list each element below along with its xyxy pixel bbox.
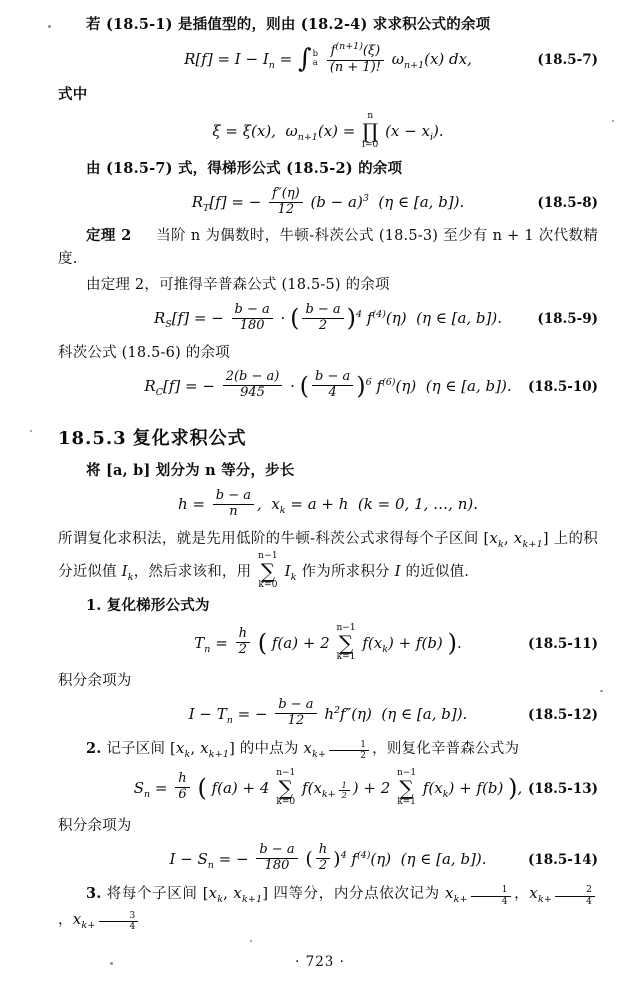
equation-18-5-9 [58, 301, 598, 335]
paragraph-trapezoid-remainder [58, 158, 598, 180]
paragraph-remainder-1-text: 积分余项为 [58, 672, 132, 689]
paragraph-simpson-remainder-text: 由定理 2，可推得辛普森公式 (18.5-5) 的余项 [86, 277, 390, 294]
paragraph-simpson-remainder [58, 274, 598, 296]
equation-omega-def-expr: ξ = ξ(x), $\omega_{n+1}(x)$ = n ∏ i=0 $(x - x_i)$. [212, 111, 444, 151]
equation-18-5-11-expr: $T_n$ = $\frac{h}{2}$ ( f(a) + 2 n−1 ∑ k=1 $f(x_k) + f(b)$ ). [194, 622, 462, 662]
paragraph-item-2: 2. 记子区间 [$x_k$, $x_{k+1}$] 的中点为 $x_{k+}$ $\frac{1}{2}$ ，则复化辛普森公式为 [86, 738, 520, 762]
equation-tag-18-5-11: (18.5-11) [527, 635, 598, 652]
paragraph-intro [58, 14, 598, 36]
theorem-2-text: 当阶 n 为偶数时，牛顿-科茨公式 (18.5-3) 至少有 n + 1 次代数精度. [58, 228, 599, 267]
equation-18-5-13 [58, 767, 598, 808]
paragraph-item-1-text: 1. 复化梯形公式为 [86, 597, 210, 615]
paragraph-cotes-remainder-text: 科茨公式 (18.5-6) 的余项 [58, 344, 230, 361]
equation-18-5-9-expr: $R_S[f]$ = − $\frac{b - a}{180}$ · ( $\frac{b - a}{2}$ )$^4$ $f^{(4)}(\eta)$ (η ∈ [a, b]). [153, 301, 503, 333]
equation-tag-18-5-12: (18.5-12) [527, 706, 598, 723]
equation-18-5-14 [58, 844, 598, 875]
equation-18-5-12-expr: $I - T_n$ = − $\frac{b - a}{12}$ $h^2f''(\eta)$ (η ∈ [a, b]). [188, 697, 468, 729]
equation-18-5-13-expr: $S_n$ = $\frac{h}{6}$ ( f(a) + 4 n−1 ∑ k=0 $f(x_{k+}$ $\frac{1}{2}$ ) + 2 n−1 ∑ k=1 $f(x_k) + f(b)$ ), [133, 767, 523, 807]
equation-step-size-expr: h = $\frac{b - a}{n}$ , $x_k = a + h$ (k = 0, 1, …, n). [178, 487, 478, 519]
theorem-2-label: 定理 2 [86, 227, 132, 245]
paragraph-cotes-remainder [58, 342, 598, 364]
paragraph-theorem-2 [58, 225, 598, 270]
paragraph-item-1 [58, 595, 598, 617]
paragraph-trapezoid-remainder-text: 由 (18.5-7) 式，得梯形公式 (18.5-2) 的余项 [86, 160, 403, 178]
paragraph-partition [58, 460, 598, 482]
equation-step-size [58, 487, 598, 521]
paragraph-remainder-2 [58, 815, 598, 837]
equation-18-5-11 [58, 622, 598, 663]
equation-omega-def [58, 113, 598, 151]
equation-18-5-7-expr: $R[f] = I - I_n = \int b$ a $\frac{f^{(n+1)}(\xi)}{(n + 1)!}$ $\omega_{n+1}(x)$ dx, [184, 41, 472, 75]
section-heading [58, 424, 598, 450]
equation-18-5-10-expr: $R_C[f]$ = − $\frac{2(b - a)}{945}$ · ( $\frac{b - a}{4}$ )$^6$ $f^{(6)}(\eta)$ (η ∈ [a, b]). [144, 369, 512, 401]
section-number: 18.5.3 [58, 428, 127, 450]
equation-tag-18-5-13: (18.5-13) [527, 780, 598, 797]
paragraph-remainder-1 [58, 670, 598, 692]
equation-18-5-8-expr: $R_T[f]$ = − $\frac{f''(\eta)}{12}$ $(b - a)^3$ (η ∈ [a, b]). [191, 185, 465, 217]
equation-18-5-7 [58, 43, 598, 76]
paragraph-where-text: 式中 [58, 85, 88, 103]
equation-18-5-14-expr: $I - S_n$ = − $\frac{b - a}{180}$ ( $\frac{h}{2}$ )$^4$ $f^{(4)}(\eta)$ (η ∈ [a, b]). [169, 842, 487, 874]
equation-18-5-8 [58, 185, 598, 219]
page-number: · 723 · [295, 954, 345, 970]
equation-tag-18-5-14: (18.5-14) [527, 851, 598, 868]
paragraph-partition-text: 将 [a, b] 划分为 n 等分，步长 [86, 462, 295, 480]
paragraph-remainder-2-text: 积分余项为 [58, 817, 132, 834]
equation-18-5-10 [58, 371, 598, 402]
paragraph-where [58, 84, 598, 106]
paragraph-intro-text: 若 (18.5-1) 是插值型的，则由 (18.2-4) 求求积公式的余项 [86, 16, 491, 33]
document-body [58, 14, 598, 937]
paragraph-item-3: 3. 将每个子区间 [$x_k$, $x_{k+1}$] 四等分，内分点依次记为 $x_{k+}$ $\frac{1}{4}$ ，$x_{k+}$ $\frac{2}{4}$ ，$x_{k+}$ $\frac{3}{4}$ [58, 882, 598, 933]
equation-tag-18-5-9: (18.5-9) [537, 311, 598, 328]
equation-tag-18-5-10: (18.5-10) [527, 378, 598, 395]
equation-tag-18-5-8: (18.5-8) [537, 195, 598, 212]
equation-tag-18-5-7: (18.5-7) [537, 52, 598, 69]
paragraph-composite-def: 所谓复化求积法，就是先用低阶的牛顿-科茨公式求得每个子区间 [$x_k$, $x_{k+1}$] 上的积分近似值 $I_k$，然后求该和，用 n−1 ∑ k=0 $I_k$ 作为所求积分 I 的近似值. [58, 529, 598, 591]
section-title: 复化求积公式 [132, 428, 247, 450]
equation-18-5-12 [58, 699, 598, 730]
